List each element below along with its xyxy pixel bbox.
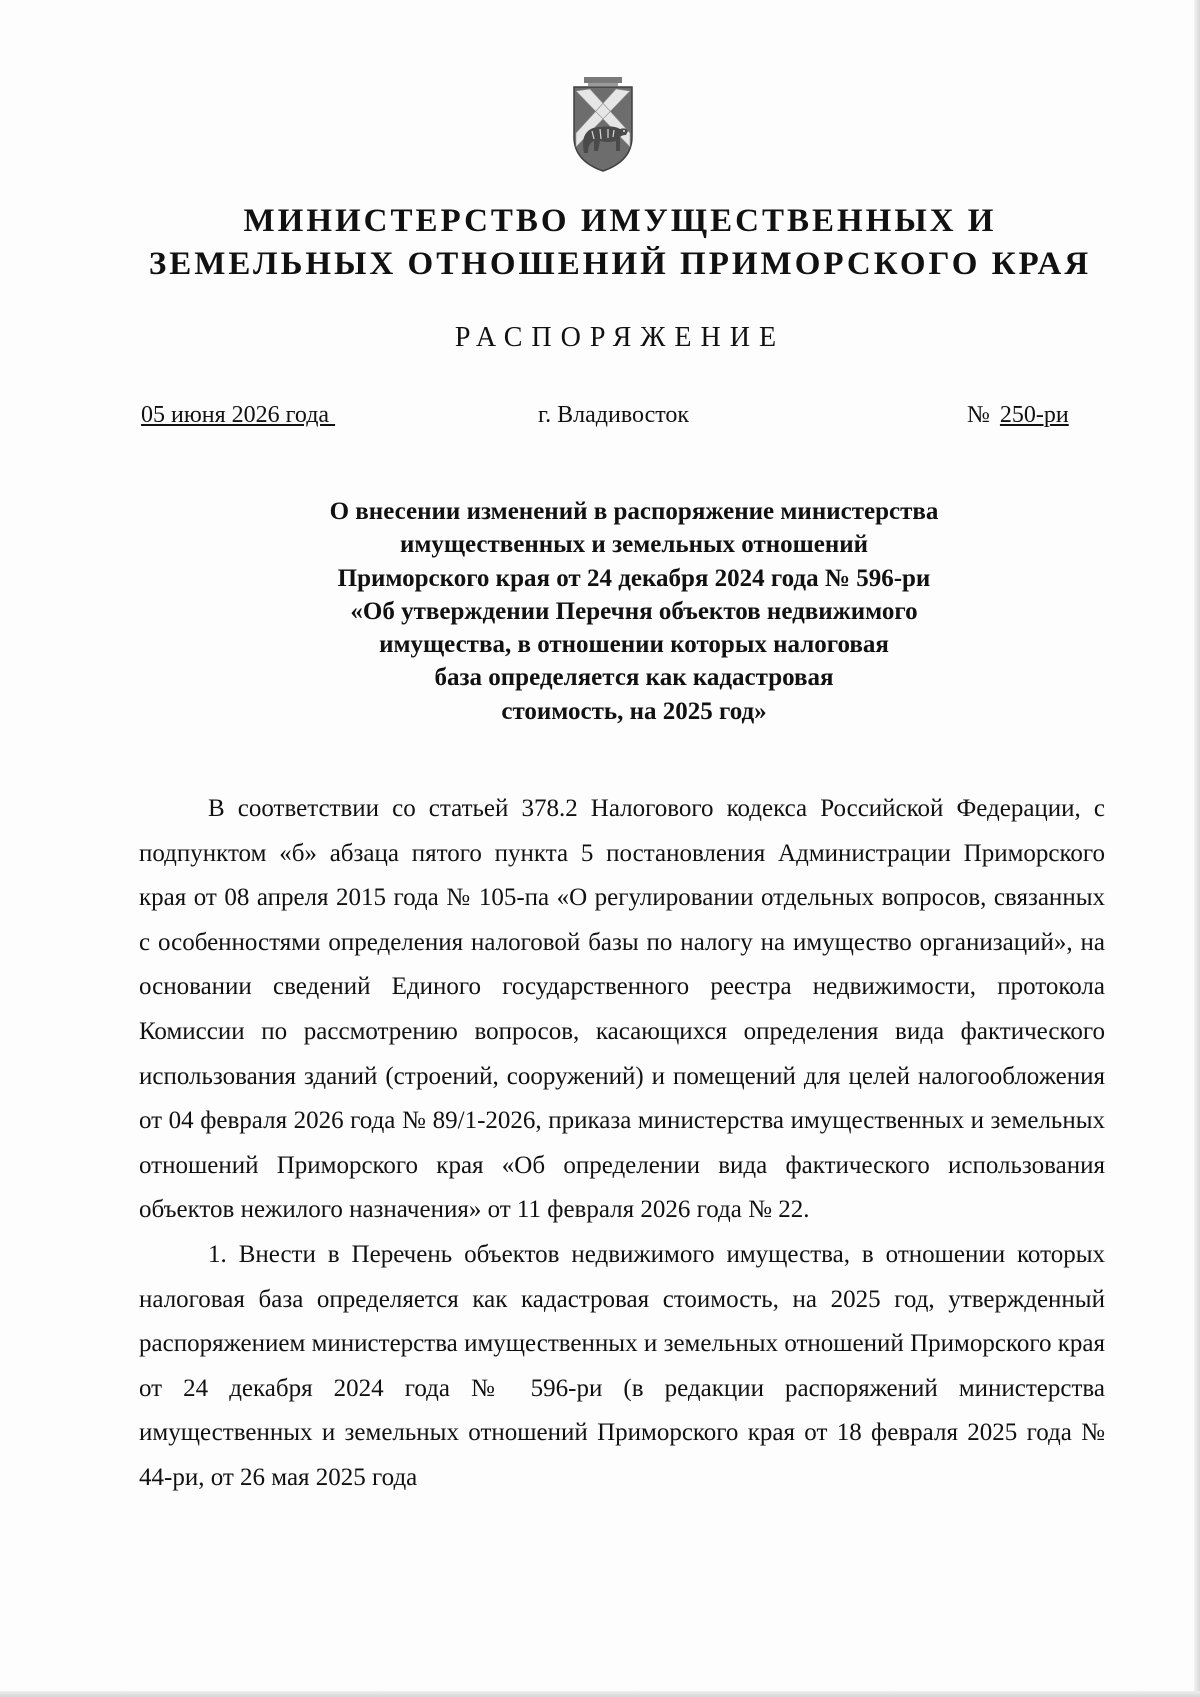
ministry-name-line2: ЗЕМЕЛЬНЫХ ОТНОШЕНИЙ ПРИМОРСКОГО КРАЯ — [148, 246, 1092, 282]
title-line: О внесении изменений в распоряжение министерства — [329, 498, 939, 525]
ministry-name — [0, 200, 1200, 286]
title-line: имущественных и земельных отношений — [399, 531, 869, 559]
document-number-value: 250-ри — [999, 402, 1069, 428]
title-line: стоимость, на 2025 год» — [501, 697, 767, 725]
title-line: имущества, в отношении которых налоговая — [379, 631, 889, 659]
document-city: г. Владивосток — [538, 402, 690, 428]
document-type: РАСПОРЯЖЕНИЕ — [454, 322, 786, 353]
title-line: «Об утверждении Перечня объектов недвижимого — [350, 597, 918, 625]
coat-of-arms-icon — [570, 77, 636, 173]
document-body — [139, 787, 1105, 1501]
document-number — [967, 402, 1069, 429]
body-paragraph-item-1: 1. Внести в Перечень объектов недвижимого имущества, в отношении которых налоговая база определяется как кадастровая стоимость, на 2025 год, утвержденный распоряжением министерства имущественных и земельных отношений Приморского края от 24 декабря 2024 года № 596-ри (в редакции распоряжений министерства имущественных и земельных отношений Приморского края от 18 февраля 2025 года № 44-ри, от 26 мая 2025 года — [139, 1240, 1105, 1491]
document-number-label: № — [967, 402, 990, 428]
title-line: Приморского края от 24 декабря 2024 года № 596-ри — [337, 564, 931, 592]
title-line: база определяется как кадастровая — [434, 664, 834, 692]
body-paragraph-preamble: В соответствии со статьей 378.2 Налогового кодекса Российской Федерации, с подпунктом «б» абзаца пятого пункта 5 постановления Администрации Приморского края от 08 апреля 2015 года № 105-па «О регулировании отдельных вопросов, связанных с особенностями определения налоговой базы по налогу на имущество организаций», на основании сведений Единого государственного реестра недвижимости, протокола Комиссии по рассмотрению вопросов, касающихся определения вида фактического использования зданий (строений, сооружений) и помещений для целей налогообложения от 04 февраля 2026 года № 89/1-2026, приказа министерства имущественных и земельных отношений Приморского края «Об определении вида фактического использования объектов нежилого назначения» от 11 февраля 2026 года № 22. — [139, 795, 1105, 1224]
document-date: 05 июня 2026 года — [141, 402, 336, 428]
ministry-name-line1: МИНИСТЕРСТВО ИМУЩЕСТВЕННЫХ И — [243, 203, 997, 239]
document-title — [234, 495, 1034, 728]
scan-edge-bottom — [0, 1691, 1200, 1697]
